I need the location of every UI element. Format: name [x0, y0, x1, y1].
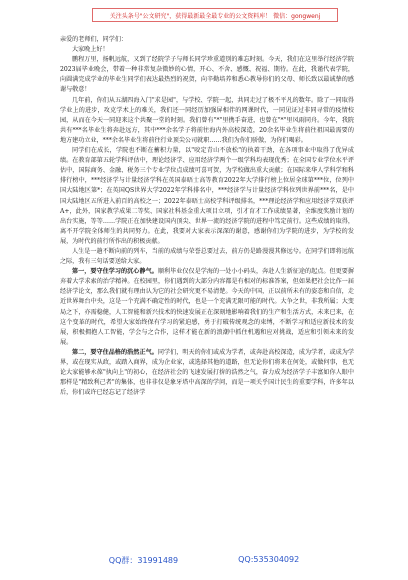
- section-body: 同学们，明天的你们或成为学者，或奔赴高校深造，成为学者，或成为学界，或在现实从政，或踏入商界，成为企业家，或选择其他的道路，但无论你们将来在何处，或做何事，也无论大家能够永葆"执向上"的初心，在经济社会的飞速发展打拚的浩然之气，奋力成为经济学子丰富如你人眼中那样是"精致利己者"的集体，也非非仅是象牙塔中高深的学问，而是一项关乎国计民生的重要学科，许多年以后，你们或许已经忘记了经济学: [60, 348, 355, 397]
- section-title: 第二，要守住品格的浩然正气。: [72, 348, 158, 356]
- paragraph: 几年前，你们从五湖四海入门"求是园"，与学校、学院一起，共同走过了极不平凡的数年。除了一同取得学业上的进步，攻克学术上的难关，我们还一同经历加强屏相伴的网课时代，一同见证过非同寻常的疫情校园，从而在今天一同迎来这个共聚一堂的时刻。我们曾有"*"里携手奋进，也曾在"*"里风雨同舟。今年，我院共有***名毕业生将奔赴远方，其中***余名学子将前往海内外高校深造，20余名毕业生将前往祖国最需要的地方建功立业，***余名毕业生将前往行业顶尖公司就职……我们为你们骄傲，为你们喝彩。: [60, 96, 354, 144]
- paragraph: 人生是一趟不断向前的列车，当前的成绩与荣誉总要过去，前方仍是路漫漫其修远兮。在同学们即将远航之际，我有三句话要送给大家。: [60, 247, 354, 266]
- qq-group-text: QQ群：31991489: [108, 556, 179, 565]
- paragraph: 同学们在成长，学院也不断在蓄积力量，以"咬定青山不放松"的执着干劲，在各项事业中取得了优异成绩。在教育部第五轮学科评估中，理论经济学、应用经济学两个一级学科均表现优秀；在全国专业学位水平评估中，国际商务、金融、税务三个专业学位点成绩可喜可贺，为学校做出重大贡献；在国际来华人学科学和科排行榜中，***经济学与计量经济学科在英国泰晤士高等教育2022年大学排行榜上位居全球第***位，位列中国大陆地区第*；在英国QS世界大学2022年学科排名中，***经济学与计量经济学科位列世界前***名，是中国大陆地区五所进入前百的高校之一；2022年泰晤士高校学科评级排名，***理论经济学和应用经济学双获评A+，此外，国家教学成果二等奖、国家社科基金重大项目立项，引才育才工作成绩显著，全维度奖励计划的出台实施，等等……学院正在加快建设国内顶尖、世界一流的经济学院的进程中笃定前行。这些成绩的取得，离不开学院全体师生的共同努力。在此，我要对大家表示深深的谢意，感谢你们为学院的进步，为学校的发展，为时代的前行所作出的积极贡献。: [60, 147, 354, 245]
- section-body: 顺利毕业仅仅是学海的一处小小码头，奔赴人生新征途的起点。但更要摒弃着大学求索的治学精神。在校园里，你们遇到的大部分内容都是有相对的标准答案，但如果把社会比作一届经济学论文，那么我们就有理由认为它的社会研究更不易清楚。今天的中国，正以前所未有的姿态和自信，走近世界舞台中央，这是一个充满不确定性的时代，也是一个充满无限可能的时代。大争之世，非我所属；大变局之下，亦需稳健，人工智能和新兴技术的快速发展正在深刻地影响着我们的生产和生活方式，未来已来，在这个变革的时代，希望大家始终保有学习的紧迫感，勇于打破传统观念的束缚，不断学习和适应新技术的发展，积极拥抱人工智能，学会与之合作，这样才能在新的浪潮中抓住机遇和应对挑战，适应和引领未来的发展。: [60, 268, 355, 346]
- paragraph: 鹏程万里，扬帆远航，又到了经院学子与师长同学珍重道别的难忘时刻。今天，我们在这里举行经济学院2023届毕业晚会，带着一种非常复杂微妙的心情，开心、不舍、感慨、祝福、期待。在此，我谨代表学院，向圆满完成学业的毕业生同学们表达最热烈的祝贺，向辛勤培养和悉心教导你们的父母、师长致以最诚挚的感谢与敬意！: [60, 56, 354, 94]
- section-title: 第一，要守住学习的沉心静气。: [72, 268, 158, 276]
- section-paragraph: [60, 348, 354, 398]
- section-paragraph: [60, 267, 354, 348]
- qq-number-text: QQ:535304092: [238, 555, 300, 564]
- speech-document: [60, 35, 354, 398]
- footer-contacts: [0, 555, 408, 566]
- opening-line: 大家晚上好！: [72, 46, 109, 54]
- salutation: 亲爱的老师们，同学们：: [60, 36, 128, 43]
- header-banner: 关注头条号"公文研究"，获得最新最全最专业的公文资料库！ 微信：gongwenj: [92, 8, 338, 22]
